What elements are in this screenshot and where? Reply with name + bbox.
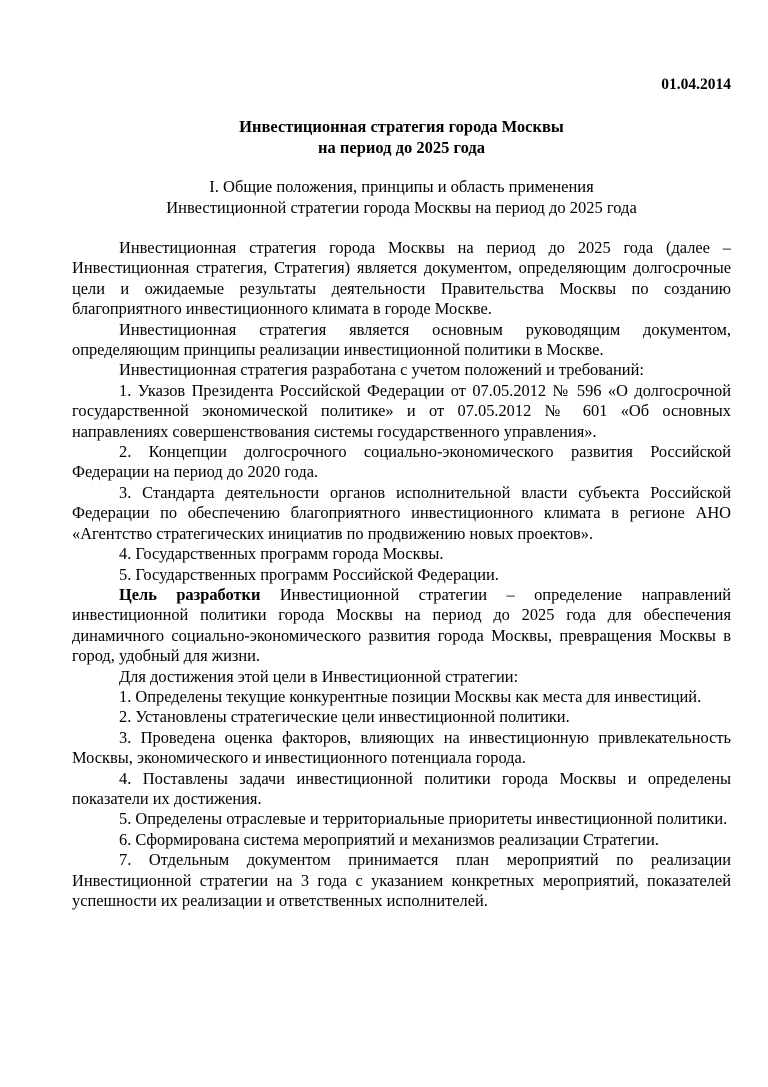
document-title (72, 117, 731, 158)
paragraph-requirements-intro: Инвестиционная стратегия разработана с учетом положений и требований: (119, 360, 644, 380)
achievement-item-1: 1. Определены текущие конкурентные позиции Москвы как места для инвестиций. (119, 686, 702, 706)
requirement-item-3: 3. Стандарта деятельности органов исполнительной власти субъекта Российской Федерации по обеспечению благоприятного инвестиционного климата в регионе АНО «Агентство стратегических инициатив по продвижению новых проектов». (72, 482, 731, 543)
title-line-2: на период до 2025 года (318, 137, 485, 157)
achievement-item-5: 5. Определены отраслевые и территориальные приоритеты инвестиционной политики. (119, 809, 728, 829)
paragraph-main-document: Инвестиционная стратегия является основным руководящим документом, определяющим принципы реализации инвестиционной политики в Москве. (72, 319, 731, 360)
requirement-item-1: 1. Указов Президента Российской Федерации от 07.05.2012 № 596 «О долгосрочной государственной экономической политике» и от 07.05.2012 № 601 «Об основных направлениях совершенствования системы государственного управления». (72, 380, 731, 441)
achievement-item-6: 6. Сформирована система мероприятий и механизмов реализации Стратегии. (119, 829, 659, 849)
title-line-1: Инвестиционная стратегия города Москвы (239, 117, 564, 136)
paragraph-intro: Инвестиционная стратегия города Москвы на период до 2025 года (далее – Инвестиционная стратегия, Стратегия) является документом, определяющим долгосрочные цели и ожидаемые результаты деятельности Правительства Москвы по созданию благоприятного инвестиционного климата в городе Москве. (72, 238, 731, 319)
document-body (72, 238, 731, 911)
requirement-item-5: 5. Государственных программ Российской Федерации. (119, 564, 499, 584)
achievement-item-2: 2. Установлены стратегические цели инвестиционной политики. (119, 707, 570, 727)
section-heading-line-1: I. Общие положения, принципы и область применения (209, 177, 594, 196)
document-date: 01.04.2014 (661, 76, 731, 93)
section-heading-line-2: Инвестиционной стратегии города Москвы на период до 2025 года (166, 197, 637, 217)
paragraph-achieve-intro: Для достижения этой цели в Инвестиционной стратегии: (119, 666, 519, 686)
achievement-item-4: 4. Поставлены задачи инвестиционной политики города Москвы и определены показатели их достижения. (72, 768, 731, 808)
paragraph-goal (72, 585, 731, 667)
achievement-item-3: 3. Проведена оценка факторов, влияющих на инвестиционную привлекательность Москвы, экономического и инвестиционного потенциала города. (72, 727, 731, 768)
section-heading (72, 177, 731, 218)
requirement-item-2: 2. Концепции долгосрочного социально-экономического развития Российской Федерации на период до 2020 года. (72, 442, 731, 482)
goal-label: Цель разработки (119, 584, 261, 604)
achievement-item-7: 7. Отдельным документом принимается план мероприятий по реализации Инвестиционной стратегии на 3 года с указанием конкретных мероприятий, показателей успешности их реализации и ответственных исполнителей. (72, 850, 731, 910)
requirement-item-4: 4. Государственных программ города Москвы. (119, 544, 444, 564)
goal-text: Инвестиционной стратегии – определение направлений инвестиционной политики города Москвы на период до 2025 года для обеспечения динамичного социально-экономического развития города Москвы, превращения Москвы в город, удобный для жизни. (72, 584, 731, 666)
